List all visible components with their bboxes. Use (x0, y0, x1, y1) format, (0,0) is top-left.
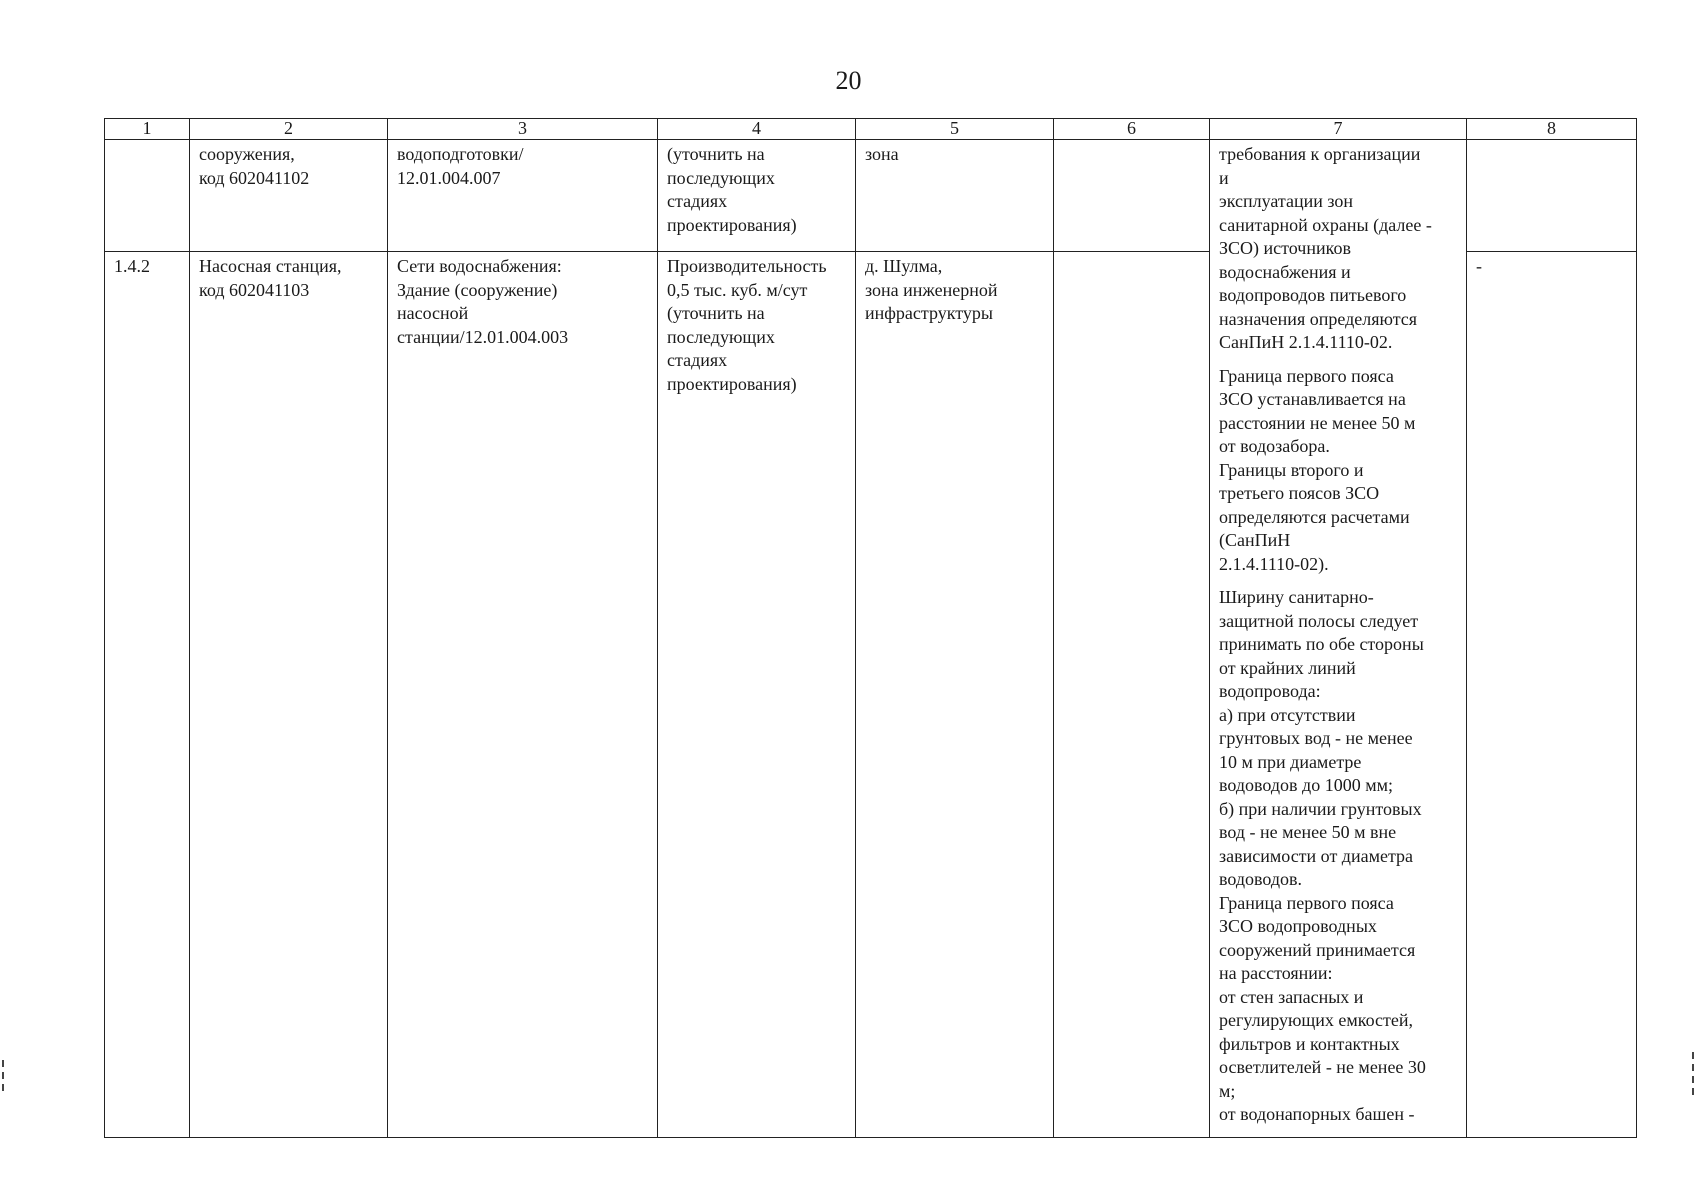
table-header-row (105, 119, 1637, 140)
requirements-paragraph: требования к организации и эксплуатации зон санитарной охраны (далее - ЗСО) источников водоснабжения и водопроводов питьевого назначения определяются СанПиН 2.1.4.1110-02. (1219, 144, 1432, 352)
cell-number (105, 140, 190, 252)
cell-zone-requirements (1210, 140, 1467, 1138)
header-cell-3: 3 (388, 119, 658, 140)
table-row-continuation (105, 140, 1637, 252)
cell-object-type: водоподготовки/ 12.01.004.007 (388, 140, 658, 252)
header-cell-2: 2 (190, 119, 388, 140)
cell-characteristics: (уточнить на последующих стадиях проектирования) (658, 140, 856, 252)
cell-object-name: сооружения, код 602041102 (190, 140, 388, 252)
header-cell-7: 7 (1210, 119, 1467, 140)
object-table (104, 118, 1637, 1138)
cell-location: зона (856, 140, 1054, 252)
cell-object-type: Сети водоснабжения: Здание (сооружение) насосной станции/12.01.004.003 (388, 252, 658, 1138)
cell-object-name: Насосная станция, код 602041103 (190, 252, 388, 1138)
header-cell-4: 4 (658, 119, 856, 140)
scan-edge-marks-left (2, 1060, 5, 1096)
page-number: 20 (835, 66, 862, 95)
requirements-paragraph: Граница первого пояса ЗСО устанавливается на расстоянии не менее 50 м от водозабора. Границы второго и третьего поясов ЗСО определяются расчетами (СанПиН 2.1.4.1110-02). (1219, 365, 1416, 574)
header-cell-1: 1 (105, 119, 190, 140)
cell-col6 (1054, 140, 1210, 252)
cell-col8: - (1467, 252, 1637, 1138)
cell-number: 1.4.2 (105, 252, 190, 1138)
cell-characteristics: Производительность 0,5 тыс. куб. м/сут (уточнить на последующих стадиях проектирования) (658, 252, 856, 1138)
requirements-paragraph: Ширину санитарно- защитной полосы следует принимать по обе стороны от крайних линий водопровода: а) при отсутствии грунтовых вод - не менее 10 м при диаметре водоводов до 1000 мм; б) при наличии грунтовых вод - не менее 50 м вне зависимости от диаметра водоводов. Граница первого пояса ЗСО водопроводных сооружений принимается на расстоянии: от стен запасных и регулирующих емкостей, фильтров и контактных осветлителей - не менее 30 м; от водонапорных башен - (1219, 587, 1426, 1124)
cell-location: д. Шулма, зона инженерной инфраструктуры (856, 252, 1054, 1138)
cell-col8 (1467, 140, 1637, 252)
scan-edge-marks-right (1692, 1052, 1695, 1100)
header-cell-5: 5 (856, 119, 1054, 140)
cell-col6 (1054, 252, 1210, 1138)
header-cell-6: 6 (1054, 119, 1210, 140)
header-cell-8: 8 (1467, 119, 1637, 140)
